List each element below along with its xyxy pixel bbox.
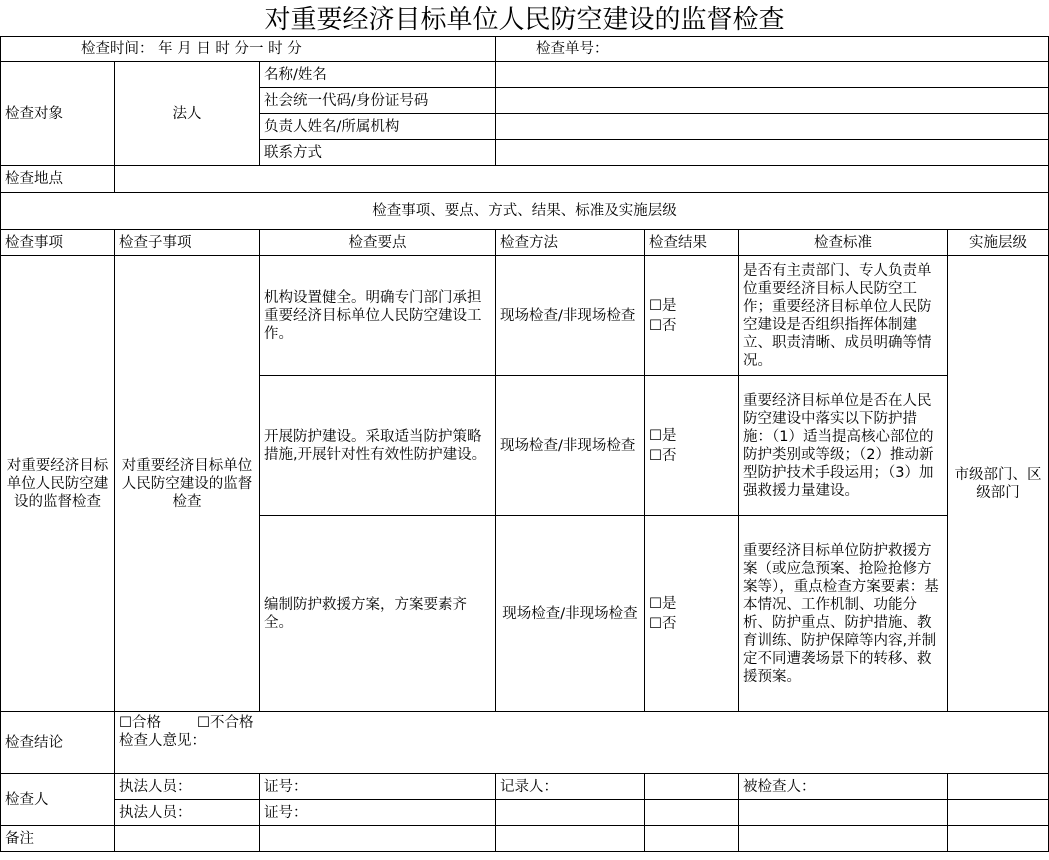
blank-cell[interactable] <box>495 799 645 826</box>
object-field-name <box>259 61 496 88</box>
cert-1-label: 证号： <box>264 778 308 795</box>
column-header <box>738 229 948 256</box>
column-header-label: 检查方法 <box>500 234 558 251</box>
result-no-checkbox[interactable]: ☐否 <box>649 317 677 334</box>
point-cell <box>259 375 496 516</box>
remarks-cell[interactable] <box>738 825 948 852</box>
remarks-cell[interactable] <box>495 825 645 852</box>
result-yes-checkbox[interactable]: ☐是 <box>649 297 677 314</box>
remarks-cell[interactable] <box>114 825 260 852</box>
result-cell <box>644 375 739 516</box>
inspected-label: 被检查人： <box>743 778 816 795</box>
object-label-cell <box>0 61 115 166</box>
recorder-value[interactable] <box>644 773 739 800</box>
inspected-cell[interactable] <box>738 773 948 800</box>
inspection-number-cell[interactable] <box>495 36 1049 62</box>
cert-1-cell[interactable] <box>259 773 496 800</box>
inspector-label: 检查人 <box>5 791 49 808</box>
remarks-cell[interactable] <box>644 825 739 852</box>
method-cell <box>495 515 645 712</box>
page-title: 对重要经济目标单位人民防空建设的监督检查 <box>264 5 785 35</box>
inspected-value[interactable] <box>947 773 1049 800</box>
section-title: 检查事项、要点、方式、结果、标准及实施层级 <box>372 203 677 219</box>
remarks-cell[interactable] <box>947 825 1049 852</box>
remarks-cell[interactable] <box>259 825 496 852</box>
conclusion-label-cell <box>0 711 115 774</box>
object-field-manager-value[interactable] <box>495 113 1049 140</box>
column-header <box>114 229 260 256</box>
object-field-code <box>259 87 496 114</box>
object-label: 检查对象 <box>5 105 63 122</box>
inspection-point: 开展防护建设。采取适当防护策略措施,开展针对性有效性防护建设。 <box>264 428 487 463</box>
column-header-label: 实施层级 <box>969 234 1027 251</box>
inspector-opinion-label: 检查人意见： <box>119 733 206 749</box>
location-value[interactable] <box>114 165 1049 193</box>
inspection-number-label: 检查单号： <box>536 41 609 57</box>
remarks-label: 备注 <box>5 830 34 847</box>
fail-checkbox[interactable]: ☐不合格 <box>197 715 254 731</box>
inspector-label-cell <box>0 773 115 826</box>
inspection-subitem-cell <box>114 255 260 712</box>
object-field-label: 联系方式 <box>264 144 322 161</box>
column-header-label: 检查子事项 <box>119 234 192 251</box>
recorder-cell[interactable] <box>495 773 645 800</box>
inspection-method: 现场检查/非现场检查 <box>500 307 636 324</box>
column-header <box>644 229 739 256</box>
method-cell <box>495 255 645 376</box>
inspection-method: 现场检查/非现场检查 <box>502 605 638 622</box>
inspection-item-cell <box>0 255 115 712</box>
inspection-standard: 是否有主责部门、专人负责单位重要经济目标人民防空工作；重要经济目标单位人民防空建设是否组织指挥体制建立、职责清晰、成员明确等情况。 <box>743 262 932 369</box>
officer-2-label: 执法人员： <box>119 804 192 821</box>
inspection-time-cell[interactable] <box>0 36 496 62</box>
object-field-label: 名称/姓名 <box>264 66 327 83</box>
result-no-checkbox[interactable]: ☐否 <box>649 447 677 464</box>
column-header-label: 检查标准 <box>814 234 872 251</box>
object-field-code-value[interactable] <box>495 87 1049 114</box>
object-field-contact-value[interactable] <box>495 139 1049 166</box>
object-type: 法人 <box>172 105 202 122</box>
object-field-contact <box>259 139 496 166</box>
implementation-level: 市级部门、区级部门 <box>954 466 1042 501</box>
remarks-label-cell <box>0 825 115 852</box>
cert-2-cell[interactable] <box>259 799 496 826</box>
officer-1-label: 执法人员： <box>119 778 192 795</box>
inspection-time-label: 检查时间： 年 月 日 时 分一 时 分 <box>81 41 302 57</box>
recorder-label: 记录人： <box>500 778 558 795</box>
object-field-name-value[interactable] <box>495 61 1049 88</box>
point-cell <box>259 515 496 712</box>
conclusion-cell <box>114 711 1049 774</box>
column-header <box>259 229 496 256</box>
result-no-checkbox[interactable]: ☐否 <box>649 615 677 632</box>
object-field-label: 负责人姓名/所属机构 <box>264 118 400 135</box>
standard-cell <box>738 515 948 712</box>
pass-checkbox[interactable]: ☐合格 <box>119 715 161 731</box>
section-title-cell <box>0 192 1049 230</box>
standard-cell <box>738 255 948 376</box>
inspection-subitem: 对重要经济目标单位人民防空建设的监督检查 <box>121 457 253 510</box>
method-cell <box>495 375 645 516</box>
result-yes-checkbox[interactable]: ☐是 <box>649 427 677 444</box>
standard-cell <box>738 375 948 516</box>
inspection-method: 现场检查/非现场检查 <box>500 437 636 454</box>
blank-cell[interactable] <box>738 799 948 826</box>
inspection-standard: 重要经济目标单位是否在人民防空建设中落实以下防护措施：（1）适当提高核心部位的防护类别或等级；（2）推动新型防护技术手段运用；（3）加强救援力量建设。 <box>743 392 934 499</box>
blank-cell[interactable] <box>644 799 739 826</box>
point-cell <box>259 255 496 376</box>
blank-cell[interactable] <box>947 799 1049 826</box>
officer-2-cell[interactable] <box>114 799 260 826</box>
level-cell <box>947 255 1049 712</box>
object-field-manager <box>259 113 496 140</box>
inspection-standard: 重要经济目标单位防护救援方案（或应急预案、抢险抢修方案等），重点检查方案要素：基本情况、工作机制、功能分析、防护重点、防护措施、教育训练、防护保障等内容,并制定不同遭袭场景下的转移、救援预案。 <box>743 542 939 685</box>
cert-2-label: 证号： <box>264 804 308 821</box>
column-header <box>0 229 115 256</box>
column-header <box>495 229 645 256</box>
inspection-point: 机构设置健全。明确专门部门承担重要经济目标单位人民防空建设工作。 <box>264 289 482 342</box>
inspection-item: 对重要经济目标单位人民防空建设的监督检查 <box>6 457 109 510</box>
location-label: 检查地点 <box>5 171 63 187</box>
conclusion-label: 检查结论 <box>5 734 63 751</box>
inspection-point: 编制防护救援方案，方案要素齐全。 <box>264 596 467 631</box>
officer-1-cell[interactable] <box>114 773 260 800</box>
result-cell <box>644 255 739 376</box>
result-cell <box>644 515 739 712</box>
location-label-cell <box>0 165 115 193</box>
column-header-label: 检查要点 <box>348 234 407 251</box>
result-yes-checkbox[interactable]: ☐是 <box>649 595 677 612</box>
column-header-label: 检查事项 <box>5 234 63 251</box>
column-header-label: 检查结果 <box>649 234 707 251</box>
object-type-cell <box>114 61 260 166</box>
object-field-label: 社会统一代码/身份证号码 <box>264 92 429 109</box>
column-header <box>947 229 1049 256</box>
